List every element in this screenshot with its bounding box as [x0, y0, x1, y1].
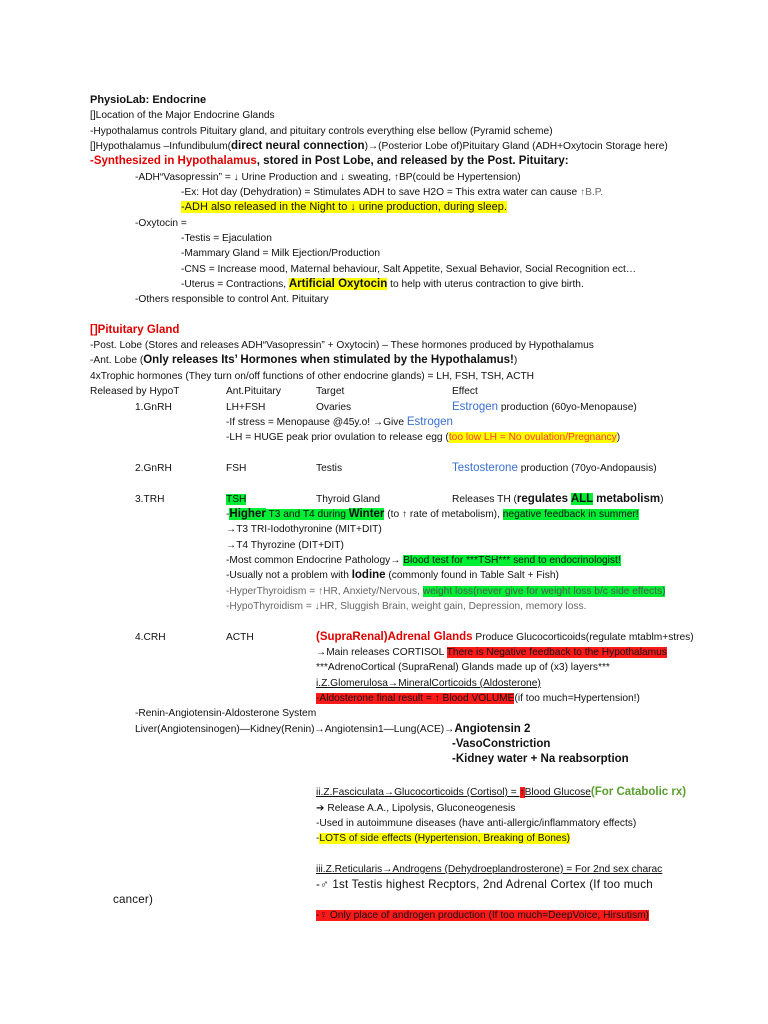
text-line: -Testis = Ejaculation — [181, 233, 272, 244]
text-line: -Others responsible to control Ant. Pituitary — [135, 294, 329, 305]
text-line: -Post. Lobe (Stores and releases ADH“Vasopressin” + Oxytocin) – These hormones produced by Hypothalamus — [90, 340, 594, 351]
table-cell: 1.GnRH — [135, 402, 172, 413]
table-cell: Estrogen production (60yo-Menopause) — [452, 401, 637, 413]
text-line: -Higher T3 and T4 during Winter (to ↑ rate of metabolism), negative feedback in summer! — [226, 508, 639, 520]
section-title: []Pituitary Gland — [90, 324, 180, 336]
text-line: -♀ Only place of androgen production (If too much=DeepVoice, Hirsutism) — [316, 910, 649, 921]
text-line: -Usually not a problem with Iodine (commonly found in Table Salt + Fish) — [226, 569, 559, 581]
table-header: Ant.Pituitary — [226, 386, 281, 397]
text-line: ➔ Release A.A., Lipolysis, Gluconeogenesis — [316, 803, 516, 814]
table-header: Released by HypoT — [90, 386, 180, 397]
table-cell: 2.GnRH — [135, 463, 172, 474]
text-line: Liver(Angiotensinogen)—Kidney(Renin)→Angiotensin1—Lung(ACE)→Angiotensin 2 — [135, 723, 531, 735]
text-line: -LH = HUGE peak prior ovulation to release egg (too low LH = No ovulation/Pregnancy) — [226, 432, 621, 443]
text-line: -Used in autoimmune diseases (have anti-allergic/inflammatory effects) — [316, 818, 637, 829]
text-line: -Synthesized in Hypothalamus, stored in Post Lobe, and released by the Post. Pituitary: — [90, 155, 569, 167]
text-line: →Main releases CORTISOL There is Negative feedback to the Hypothalamus — [316, 647, 667, 658]
text-line: -Mammary Gland = Milk Ejection/Production — [181, 248, 381, 259]
text-line: ***AdrenoCortical (SupraRenal) Glands made up of (x3) layers*** — [316, 662, 610, 673]
table-cell: ACTH — [226, 632, 254, 643]
table-cell: FSH — [226, 463, 247, 474]
table-cell: 3.TRH — [135, 494, 165, 505]
table-cell: Ovaries — [316, 402, 352, 413]
text-line: iii.Z.Reticularis→Androgens (Dehydroeplandrosterone) = For 2nd sex charac — [316, 864, 663, 875]
table-cell: Thyroid Gland — [316, 494, 380, 505]
text-line: ii.Z.Fasciculata→Glucocorticoids (Cortisol) = ↑Blood Glucose(For Catabolic rx) — [316, 786, 687, 798]
table-cell: LH+FSH — [226, 402, 266, 413]
text-line: []Location of the Major Endocrine Glands — [90, 110, 275, 121]
table-cell: 4.CRH — [135, 632, 166, 643]
text-line: -Hypothalamus controls Pituitary gland, and pituitary controls everything else bellow (Pyramid scheme) — [90, 126, 553, 137]
text-line: -HyperThyroidism = ↑HR, Anxiety/Nervous, weight loss(never give for weight loss b/c side effects) — [226, 586, 666, 597]
text-line: -CNS = Increase mood, Maternal behaviour, Salt Appetite, Sexual Behavior, Social Recognition ect… — [181, 264, 637, 275]
table-cell: Releases TH (regulates ALL metabolism) — [452, 493, 664, 505]
text-line: []Hypothalamus –Infundibulum(direct neural connection)→(Posterior Lobe of)Pituitary Gland (ADH+Oxytocin Storage here) — [90, 140, 668, 152]
text-line: -Uterus = Contractions, Artificial Oxytocin to help with uterus contraction to give birth. — [181, 278, 584, 290]
page-title: PhysioLab: Endocrine — [90, 94, 207, 106]
text-line: i.Z.Glomerulosa→MineralCorticoids (Aldosterone) — [316, 678, 541, 689]
highlighted-line: -ADH also released in the Night to ↓ urine production, during sleep. — [181, 201, 507, 213]
text-line: -If stress = Menopause @45y.o! →Give Estrogen — [226, 416, 453, 428]
table-header: Target — [316, 386, 345, 397]
text-line: →T3 TRI-Iodothyronine (MIT+DIT) — [226, 524, 382, 535]
text-line: -ADH“Vasopressin” = ↓ Urine Production and ↓ sweating, ↑BP(could be Hypertension) — [135, 172, 521, 183]
text-line: →T4 Thyrozine (DIT+DIT) — [226, 540, 344, 551]
text-line: -Kidney water + Na reabsorption — [452, 753, 629, 765]
text-line: cancer) — [113, 893, 154, 906]
text-line: 4xTrophic hormones (They turn on/off functions of other endocrine glands) = LH, FSH, TSH, ACTH — [90, 371, 535, 382]
table-cell: (SupraRenal)Adrenal Glands Produce Glucocorticoids(regulate mtablm+stres) — [316, 631, 694, 643]
text-line: -HypoThyroidism = ↓HR, Sluggish Brain, weight gain, Depression, memory loss. — [226, 601, 587, 612]
table-cell: TSH — [226, 494, 247, 505]
text-line: -LOTS of side effects (Hypertension, Breaking of Bones) — [316, 833, 571, 844]
text-line: -♂ 1st Testis highest Recptors, 2nd Adrenal Cortex (If too much — [316, 878, 653, 891]
table-cell: Testis — [316, 463, 343, 474]
text-line: -Renin-Angiotensin-Aldosterone System — [135, 708, 317, 719]
text-line: -Ant. Lobe (Only releases Its’ Hormones when stimulated by the Hypothalamus!) — [90, 354, 518, 366]
text-line: -Most common Endocrine Pathology→ Blood test for ***TSH*** send to endocrinologist! — [226, 555, 621, 566]
table-cell: Testosterone production (70yo-Andopausis) — [452, 462, 657, 474]
text-line: -Oxytocin = — [135, 218, 187, 229]
table-header: Effect — [452, 386, 478, 397]
text-line: -VasoConstriction — [452, 738, 551, 750]
text-line: -Ex: Hot day (Dehydration) = Stimulates ADH to save H2O = This extra water can cause ↑B.P. — [181, 187, 604, 198]
text-line: -Aldosterone final result = ↑ Blood VOLUME(if too much=Hypertension!) — [316, 693, 640, 704]
